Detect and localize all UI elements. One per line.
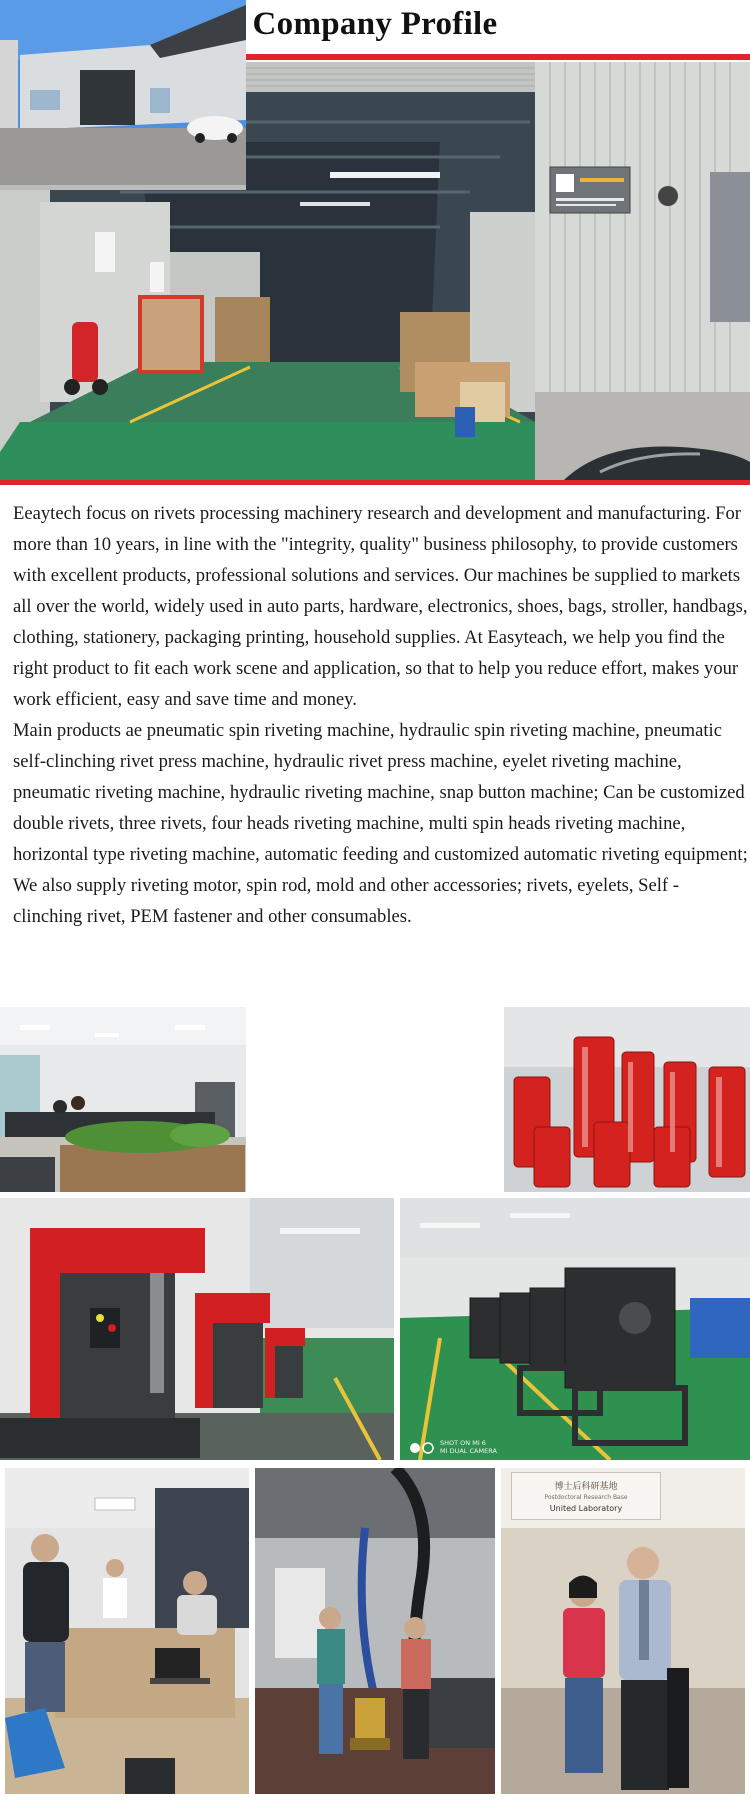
hero-divider [0, 480, 750, 485]
laboratory-partners-photo [501, 1468, 745, 1794]
lab-sign: 博士后科研基地 Postdoctoral Research Base United Laboratory [511, 1472, 661, 1520]
office-meeting-photo [5, 1468, 249, 1794]
page-title: Company Profile [252, 6, 498, 42]
camera-watermark: SHOT ON MI 6 MI DUAL CAMERA [440, 1439, 497, 1455]
workshop-visit-photo [255, 1468, 495, 1794]
factory-exterior-photo [0, 0, 246, 190]
description-paragraph: Eeaytech focus on rivets processing machinery research and development and manufacturing. For more than 10 years, in line with the "integrity, quality" business philosophy, to provide customers with excellent products, professional solutions and services. Our machines be supplied to markets all over the world, widely used in auto parts, hardware, electronics, shoes, bags, stroller, handbags, clothing, stationery, packaging printing, household supplies. At Easyteach, we help you find the right product to fit each work scene and application, so that to help you reduce effort, makes your work efficient, easy and save time and money. [13, 503, 748, 710]
office-photo [0, 1007, 246, 1192]
rivet-tubes-photo [504, 1007, 750, 1192]
riveting-machines-red-photo [0, 1198, 394, 1460]
riveting-machine-frames-photo [400, 1198, 750, 1460]
company-description [13, 498, 748, 932]
description-paragraph: Main products ae pneumatic spin riveting machine, hydraulic spin riveting machine, pneumatic self-clinching rivet press machine, hydraulic rivet press machine, eyelet riveting machine, pneumatic riveting machine, hydraulic riveting machine, snap button machine; Can be customized double rivets, three rivets, four heads riveting machine, multi spin heads riveting machine, horizontal type riveting machine, automatic feeding and customized automatic riveting equipment; We also supply riveting motor, spin rod, mold and other accessories; rivets, eyelets, Self -clinching rivet, PEM fastener and other consumables. [13, 720, 748, 927]
